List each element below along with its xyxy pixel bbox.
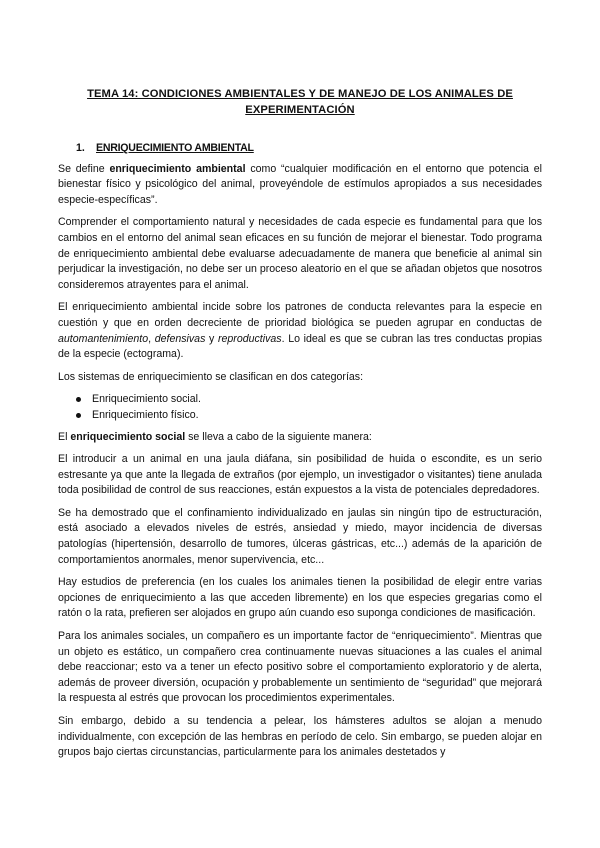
italic-term: reproductivas	[218, 332, 282, 345]
paragraph-confinamiento: Se ha demostrado que el confinamiento individualizado en jaulas sin ningún tipo de estructuración, está asociado a elevados niveles de estrés, ansiedad y miedo, mayor incidencia de diversas patologías (hipertensión, desarrollo de tumores, úlceras gástricas, etc...) además de la aparición de comportamientos anormales, menor supervivencia, etc...	[58, 506, 542, 566]
text-run: ,	[148, 332, 155, 345]
paragraph-comprender: Comprender el comportamiento natural y necesidades de cada especie es fundamental para que los cambios en el entorno del animal sean eficaces en su función de mejorar el bienestar. Todo programa de enriquecimiento ambiental debe evaluarse adecuadamente de manera que beneficie al animal sin perjudicar la investigación, no debe ser un proceso aleatorio en el que se añadan objetos que nosotros consideremos atrayentes para el animal.	[58, 216, 542, 291]
page-title: TEMA 14: CONDICIONES AMBIENTALES Y DE MANEJO DE LOS ANIMALES DE EXPERIMENTACIÓN	[87, 88, 513, 116]
paragraph-companero: Para los animales sociales, un compañero es un importante factor de “enriquecimiento”. Mientras que un objeto es estático, un compañero crea continuamente nuevas situaciones a las cuales el animal debe reaccionar; esto va a tener un efecto positivo sobre el comportamiento exploratorio y de alerta, además de proveer diversión, ocupación y probablemente un sentimiento de “seguridad” que mejorará la respuesta al estrés que provocan los procedimientos experimentales.	[58, 630, 542, 705]
paragraph-hamsteres: Sin embargo, debido a su tendencia a pelear, los hámsteres adultos se alojan a menudo individualmente, con excepción de las hembras en período de celo. Sin embargo, se pueden alojar en grupos bajo ciertas circunstancias, particularmente para los animales destetados y	[58, 715, 542, 759]
italic-term: automantenimiento	[58, 332, 149, 345]
section-heading	[76, 141, 542, 157]
text-run: Se define	[58, 162, 110, 175]
paragraph-patrones	[58, 300, 542, 362]
paragraph-definition	[58, 162, 542, 209]
text-run: se lleva a cabo de la siguiente manera:	[185, 430, 372, 443]
text-run: y	[205, 332, 218, 345]
text-run: El	[58, 430, 71, 443]
paragraph-sistemas: Los sistemas de enriquecimiento se clasifican en dos categorías:	[58, 370, 364, 383]
list-item: Enriquecimiento social.	[58, 392, 542, 408]
paragraph-preferencia: Hay estudios de preferencia (en los cuales los animales tienen la posibilidad de elegir entre varias opciones de enriquecimiento a las que acceden libremente) en los que especies gregarias como el ratón o la rata, prefieren ser alojados en grupo aún cuando eso suponga condiciones de masificación.	[58, 576, 542, 620]
paragraph-social-intro	[58, 430, 542, 446]
text-run: El enriquecimiento ambiental incide sobre los patrones de conducta relevantes para la especie en cuestión y que en orden decreciente de prioridad biológica se pueden agrupar en conductas de	[58, 301, 542, 329]
bold-term: enriquecimiento social	[70, 430, 186, 443]
text-run: . Lo ideal es que se cubran las tres conductas propias de la especie (ectograma).	[58, 332, 542, 361]
list-item: Enriquecimiento físico.	[58, 408, 542, 424]
text-run: como “cualquier modificación en el entorno que potencia el bienestar físico y psicológico del animal, proveyéndole de estímulos apropiados a sus necesidades especie-específicas”.	[58, 162, 542, 206]
paragraph-jaula: El introducir a un animal en una jaula diáfana, sin posibilidad de huida o escondite, es un serio estresante ya que ante la llegada de extraños (por ejemplo, un investigador o visitantes) tiene anulada toda posibilidad de control de sus reacciones, están expuestos a la vista de potenciales depredadores.	[58, 453, 542, 497]
section-number: 1.	[76, 142, 85, 154]
italic-term: defensivas	[154, 332, 206, 345]
section-heading-text: ENRIQUECIMIENTO AMBIENTAL	[96, 142, 254, 154]
bullet-list	[58, 392, 542, 423]
bold-term: enriquecimiento ambiental	[109, 162, 246, 175]
